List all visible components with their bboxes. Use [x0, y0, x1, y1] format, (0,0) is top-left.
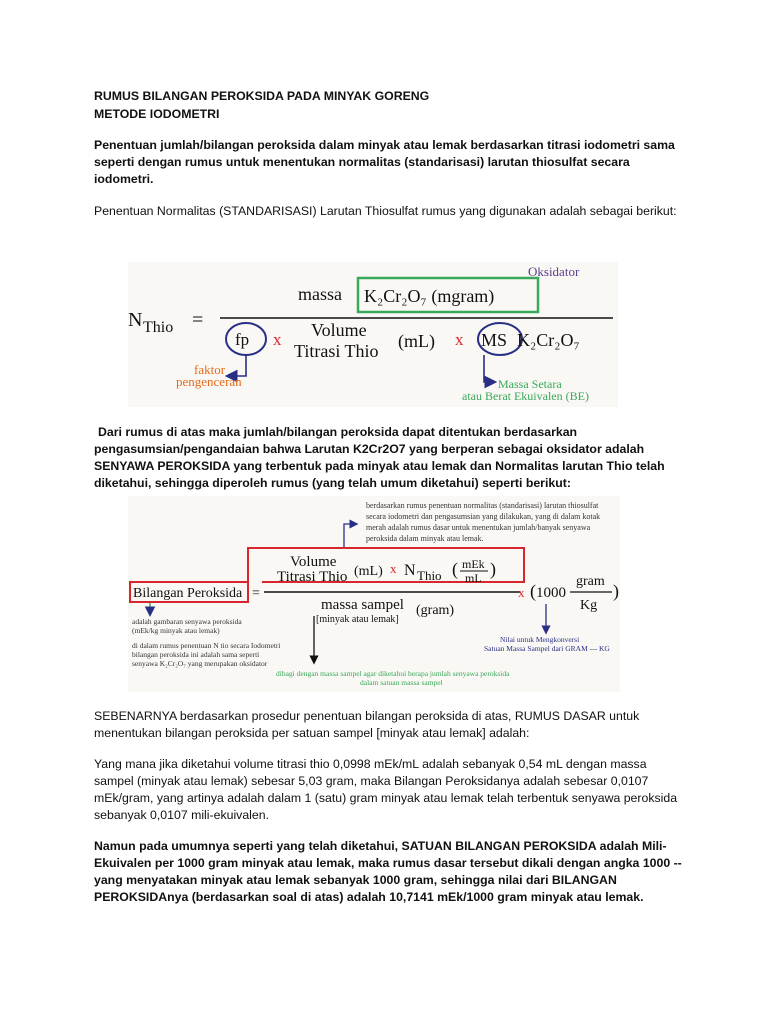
ml-unit-small: mL — [465, 571, 482, 585]
svg-text:(: ( — [452, 559, 458, 579]
k2cr2o7-numerator: K₂Cr₂O₇ (mgram) — [364, 286, 495, 306]
bilangan-peroksida-label: Bilangan Peroksida — [133, 586, 243, 601]
massa-setara-label: Massa Setara — [498, 377, 562, 391]
berat-ekuivalen-label: atau Berat Ekuivalen (BE) — [462, 389, 589, 403]
massa-label: massa — [298, 284, 342, 304]
multiply-sign-1: x — [273, 330, 282, 349]
left-note-line3: di dalam rumus penentuan N tio secara Iodometri — [132, 641, 281, 650]
right-note-line2: Satuan Massa Sampel dari GRAM --- KG — [484, 644, 610, 653]
paragraph-asumsi: Dari rumus di atas maka jumlah/bilangan peroksida dapat ditentukan berdasarkan pengasumsian/pengandaian bahwa Larutan K2Cr2O7 yang berperan sebagai oksidator adalah SENYAWA PEROKSIDA yang terbentuk pada minyak atau lemak dan Normalitas larutan Thio telah diketahui, sehingga diperoleh rumus (yang telah umum diketahui) seperti berikut: — [94, 425, 665, 490]
fp-label: fp — [235, 330, 250, 349]
kg-label: Kg — [580, 598, 598, 613]
bottom-note-line2: dalam satuan massa sampel — [360, 678, 443, 687]
volume-label-2: Volume — [290, 554, 337, 570]
svg-text:(: ( — [530, 581, 536, 601]
note-top-line2: secara iodometri dan pengasumsian yang dilakukan, yang di dalam kotak — [366, 512, 601, 521]
k1000-label: 1000 — [536, 585, 566, 601]
left-note-line1: adalah gambaran senyawa peroksida — [132, 617, 242, 626]
paragraph-satuan: Namun pada umumnya seperti yang telah diketahui, SATUAN BILANGAN PEROKSIDA adalah Mili-Ekuivalen per 1000 gram minyak atau lemak, maka rumus dasar tersebut dikali dengan angka 1000 --yang menyatakan minyak atau lemak sebanyak 1000 gram, sehingga nilai dari BILANGAN PEROKSIDAnya (berdasarkan soal di atas) adalah 10,7141 mEk/1000 gram minyak atau lemak. — [94, 839, 682, 904]
oksidator-label: Oksidator — [528, 264, 580, 279]
ms-arrow — [484, 355, 494, 382]
pengenceran-label: pengenceran — [176, 374, 242, 389]
gram-unit: (gram) — [416, 603, 455, 618]
left-note-line4: bilangan peroksida ini adalah sama seperti — [132, 650, 260, 659]
note-top-arrow — [344, 524, 356, 548]
thio-subscript-2: Thio — [417, 568, 442, 583]
multiply-sign-3: x — [390, 561, 397, 576]
n-symbol-2: N — [404, 562, 416, 579]
mek-unit: mEk — [462, 557, 485, 571]
ml-unit-2: (mL) — [354, 564, 383, 579]
minyak-lemak-label: [minyak atau lemak] — [316, 614, 399, 625]
left-note-line2: (mEk/kg minyak atau lemak) — [132, 626, 220, 635]
multiply-sign-2: x — [455, 330, 464, 349]
left-note-line5: senyawa K₂Cr₂O₇ yang merupakan oksidator — [132, 659, 268, 668]
multiply-sign-4: x — [518, 585, 525, 600]
fp-arrow — [228, 355, 246, 376]
ms-label: MS — [481, 330, 508, 350]
faktor-label: faktor — [194, 362, 226, 377]
paragraph-intro: Penentuan jumlah/bilangan peroksida dalam minyak atau lemak berdasarkan titrasi iodometri sama seperti dengan rumus untuk menentukan normalitas (standarisasi) larutan thiosulfat secara iodometri. — [94, 138, 675, 186]
equals-sign-2: = — [252, 586, 260, 601]
doc-title-line1: RUMUS BILANGAN PEROKSIDA PADA MINYAK GORENG — [94, 89, 430, 103]
thio-subscript: Thio — [143, 319, 174, 336]
formula-bilangan-peroksida-figure — [128, 496, 620, 692]
ml-unit: (mL) — [398, 331, 435, 351]
equals-sign: = — [192, 309, 204, 331]
gram-label: gram — [576, 574, 605, 589]
svg-text:): ) — [613, 581, 619, 601]
bottom-note-line1: dibagi dengan massa sampel agar diketahui berapa jumlah senyawa peroksida — [276, 669, 510, 678]
note-top-line4: peroksida dalam minyak atau lemak. — [366, 534, 484, 543]
formula-normalitas-figure — [128, 262, 618, 407]
n-symbol: N — [128, 309, 143, 331]
paragraph-normalitas: Penentuan Normalitas (STANDARISASI) Larutan Thiosulfat rumus yang digunakan adalah sebagai berikut: — [94, 204, 677, 218]
doc-title-line2: METODE IODOMETRI — [94, 107, 220, 121]
note-top-line1: berdasarkan rumus penentuan normalitas (standarisasi) larutan thiosulfat — [366, 501, 599, 510]
note-top-line3: merah adalah rumus dasar untuk menentukan jumlah/banyak senyawa — [366, 523, 591, 532]
right-note-line1: Nilai untuk Mengkonversi — [500, 635, 580, 644]
titrasi-thio-label: Titrasi Thio — [294, 341, 379, 361]
paragraph-rumus-dasar: SEBENARNYA berdasarkan prosedur penentuan bilangan peroksida di atas, RUMUS DASAR untuk menentukan bilangan peroksida per satuan sampel [minyak atau lemak] adalah: — [94, 709, 640, 740]
titrasi-thio-label-2: Titrasi Thio — [277, 569, 348, 585]
paragraph-contoh-soal: Yang mana jika diketahui volume titrasi thio 0,0998 mEk/mL adalah sebanyak 0,54 mL dengan massa sampel (minyak atau lemak) sebesar 5,03 gram, maka Bilangan Peroksidanya adalah sebesar 0,0107 mEk/gram, yang artinya adalah dalam 1 (satu) gram minyak atau lemak telah terbentuk senyawa peroksida sebanyak 0,0107 mili-ekuivalen. — [94, 757, 678, 822]
k2cr2o7-denominator: K₂Cr₂O₇ — [517, 330, 580, 350]
volume-label: Volume — [311, 320, 367, 340]
massa-sampel-label: massa sampel — [321, 597, 404, 613]
svg-text:): ) — [490, 559, 496, 579]
